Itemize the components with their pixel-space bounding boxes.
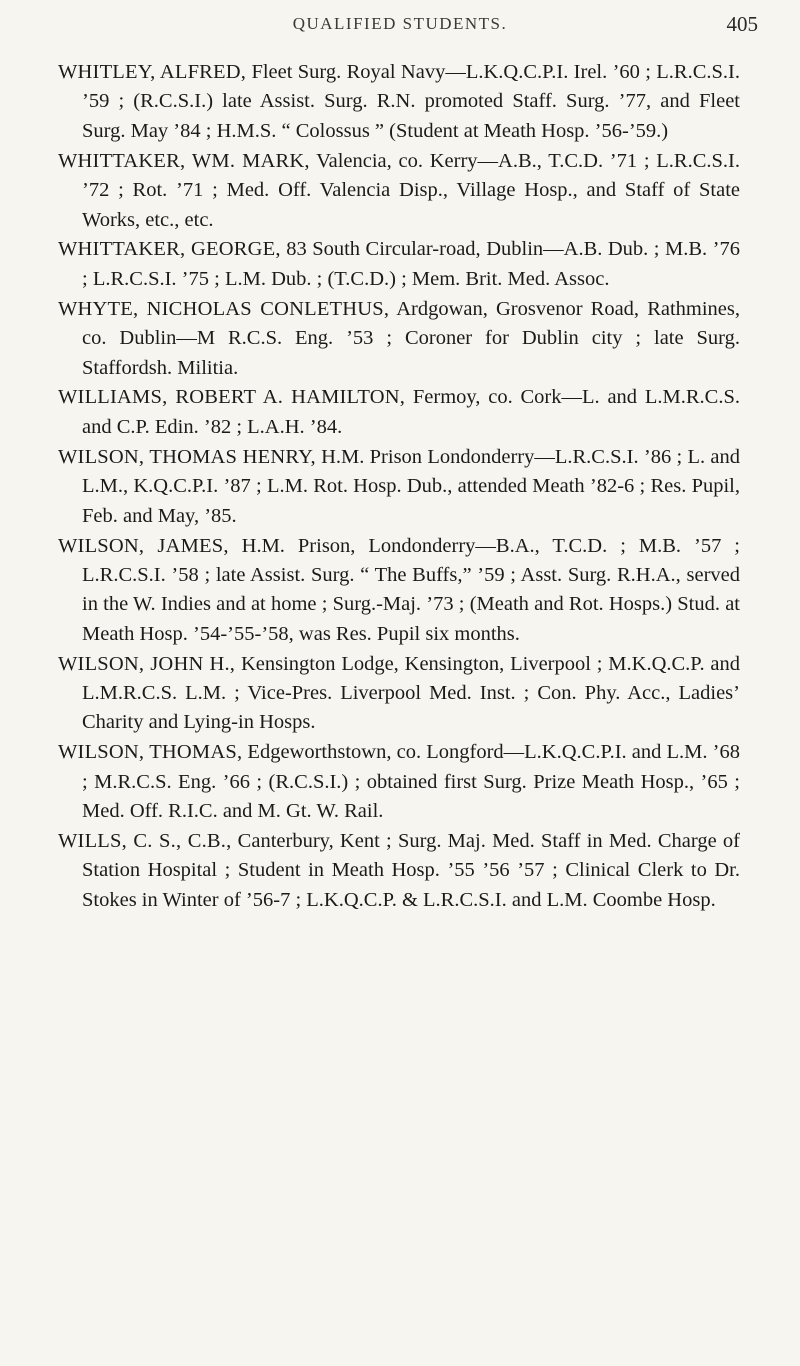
entry-name: WHITTAKER, WM. MARK, [58,149,310,172]
entry-text: Kensington Lodge, Kensington, Liverpool ; M.K.Q.C.P. and L.M.R.C.S. L.M. ; Vice-Pres. Liverpool Med. Inst. ; Con. Phy. Acc., Ladies’ Charity and Lying-in Hosps. [82,652,740,734]
entry-text: Fleet Surg. Royal Navy—L.K.Q.C.P.I. Irel. ’60 ; L.R.C.S.I. ’59 ; (R.C.S.I.) late Assist. Surg. R.N. promoted Staff. Surg. ’77, and Fleet Surg. May ’84 ; H.M.S. “ Colossus ” (Student at Meath Hosp. ’56-’59.) [82,61,741,142]
list-item [58,235,740,294]
list-item [58,295,740,383]
entry-text: Fermoy, co. Cork—L. and L.M.R.C.S. and C.P. Edin. ’82 ; L.A.H. ’84. [82,386,740,438]
list-item [58,532,740,650]
entry-name: WILLIAMS, ROBERT A. HAMILTON, [58,386,406,409]
entry-name: WHYTE, NICHOLAS CONLETHUS, [58,297,390,320]
entry-name: WHITLEY, ALFRED, [58,61,247,83]
entry-text: H.M. Prison, Londonderry—B.A., T.C.D. ; M.B. ’57 ; L.R.C.S.I. ’58 ; late Assist. Surg. “ The Buffs,” ’59 ; Asst. Surg. R.H.A., served in the W. Indies and at home ; Surg.-Maj. ’73 ; (Meath and Rot. Hosps.) Stud. at Meath Hosp. ’54-’55-’58, was Res. Pupil six months. [82,534,740,645]
entry-text: Edgeworthstown, co. Longford—L.K.Q.C.P.I. and L.M. ’68 ; M.R.C.S. Eng. ’66 ; (R.C.S.I.) ; obtained first Surg. Prize Meath Hosp., ’65 ; Med. Off. R.I.C. and M. Gt. W. Rail. [82,741,740,823]
entry-text: Ardgowan, Grosvenor Road, Rathmines, co. Dublin—M R.C.S. Eng. ’53 ; Coroner for Dublin city ; late Surg. Staffordsh. Militia. [82,297,740,379]
list-item [58,147,740,235]
entry-name: WILSON, JAMES, [58,534,229,557]
list-item [58,827,740,915]
list-item [58,650,740,738]
running-head [60,12,758,52]
entry-name: WILSON, JOHN H., [58,652,236,675]
list-item [58,738,740,826]
entry-name: WILSON, THOMAS, [58,741,243,764]
running-head-title: QUALIFIED STUDENTS. [292,14,508,33]
list-item [58,443,740,531]
entry-text: Valencia, co. Kerry—A.B., T.C.D. ’71 ; L.R.C.S.I. ’72 ; Rot. ’71 ; Med. Off. Valencia Disp., Village Hosp., and Staff of State Works, etc., etc. [82,149,740,231]
list-item [58,383,740,442]
entry-text: Canterbury, Kent ; Surg. Maj. Med. Staff in Med. Charge of Station Hospital ; Student in Meath Hosp. ’55 ’56 ’57 ; Clinical Clerk to Dr. Stokes in Winter of ’56-7 ; L.K.Q.C.P. & L.R.C.S.I. and L.M. Coombe Hosp. [82,830,740,911]
entry-text: 83 South Circular-road, Dublin—A.B. Dub. ; M.B. ’76 ; L.R.C.S.I. ’75 ; L.M. Dub. ; (T.C.D.) ; Mem. Brit. Med. Assoc. [82,238,740,290]
list-item [58,58,740,146]
entry-name: WILLS, C. S., C.B., [58,830,232,853]
entry-name: WHITTAKER, GEORGE, [58,238,281,261]
entry-name: WILSON, THOMAS HENRY, [58,445,316,468]
entry-text: H.M. Prison Londonderry—L.R.C.S.I. ’86 ; L. and L.M., K.Q.C.P.I. ’87 ; L.M. Rot. Hosp. Dub., attended Meath ’82-6 ; Res. Pupil, Feb. and May, ’85. [82,445,741,527]
page-number: 405 [726,12,758,36]
entry-list [58,58,740,916]
